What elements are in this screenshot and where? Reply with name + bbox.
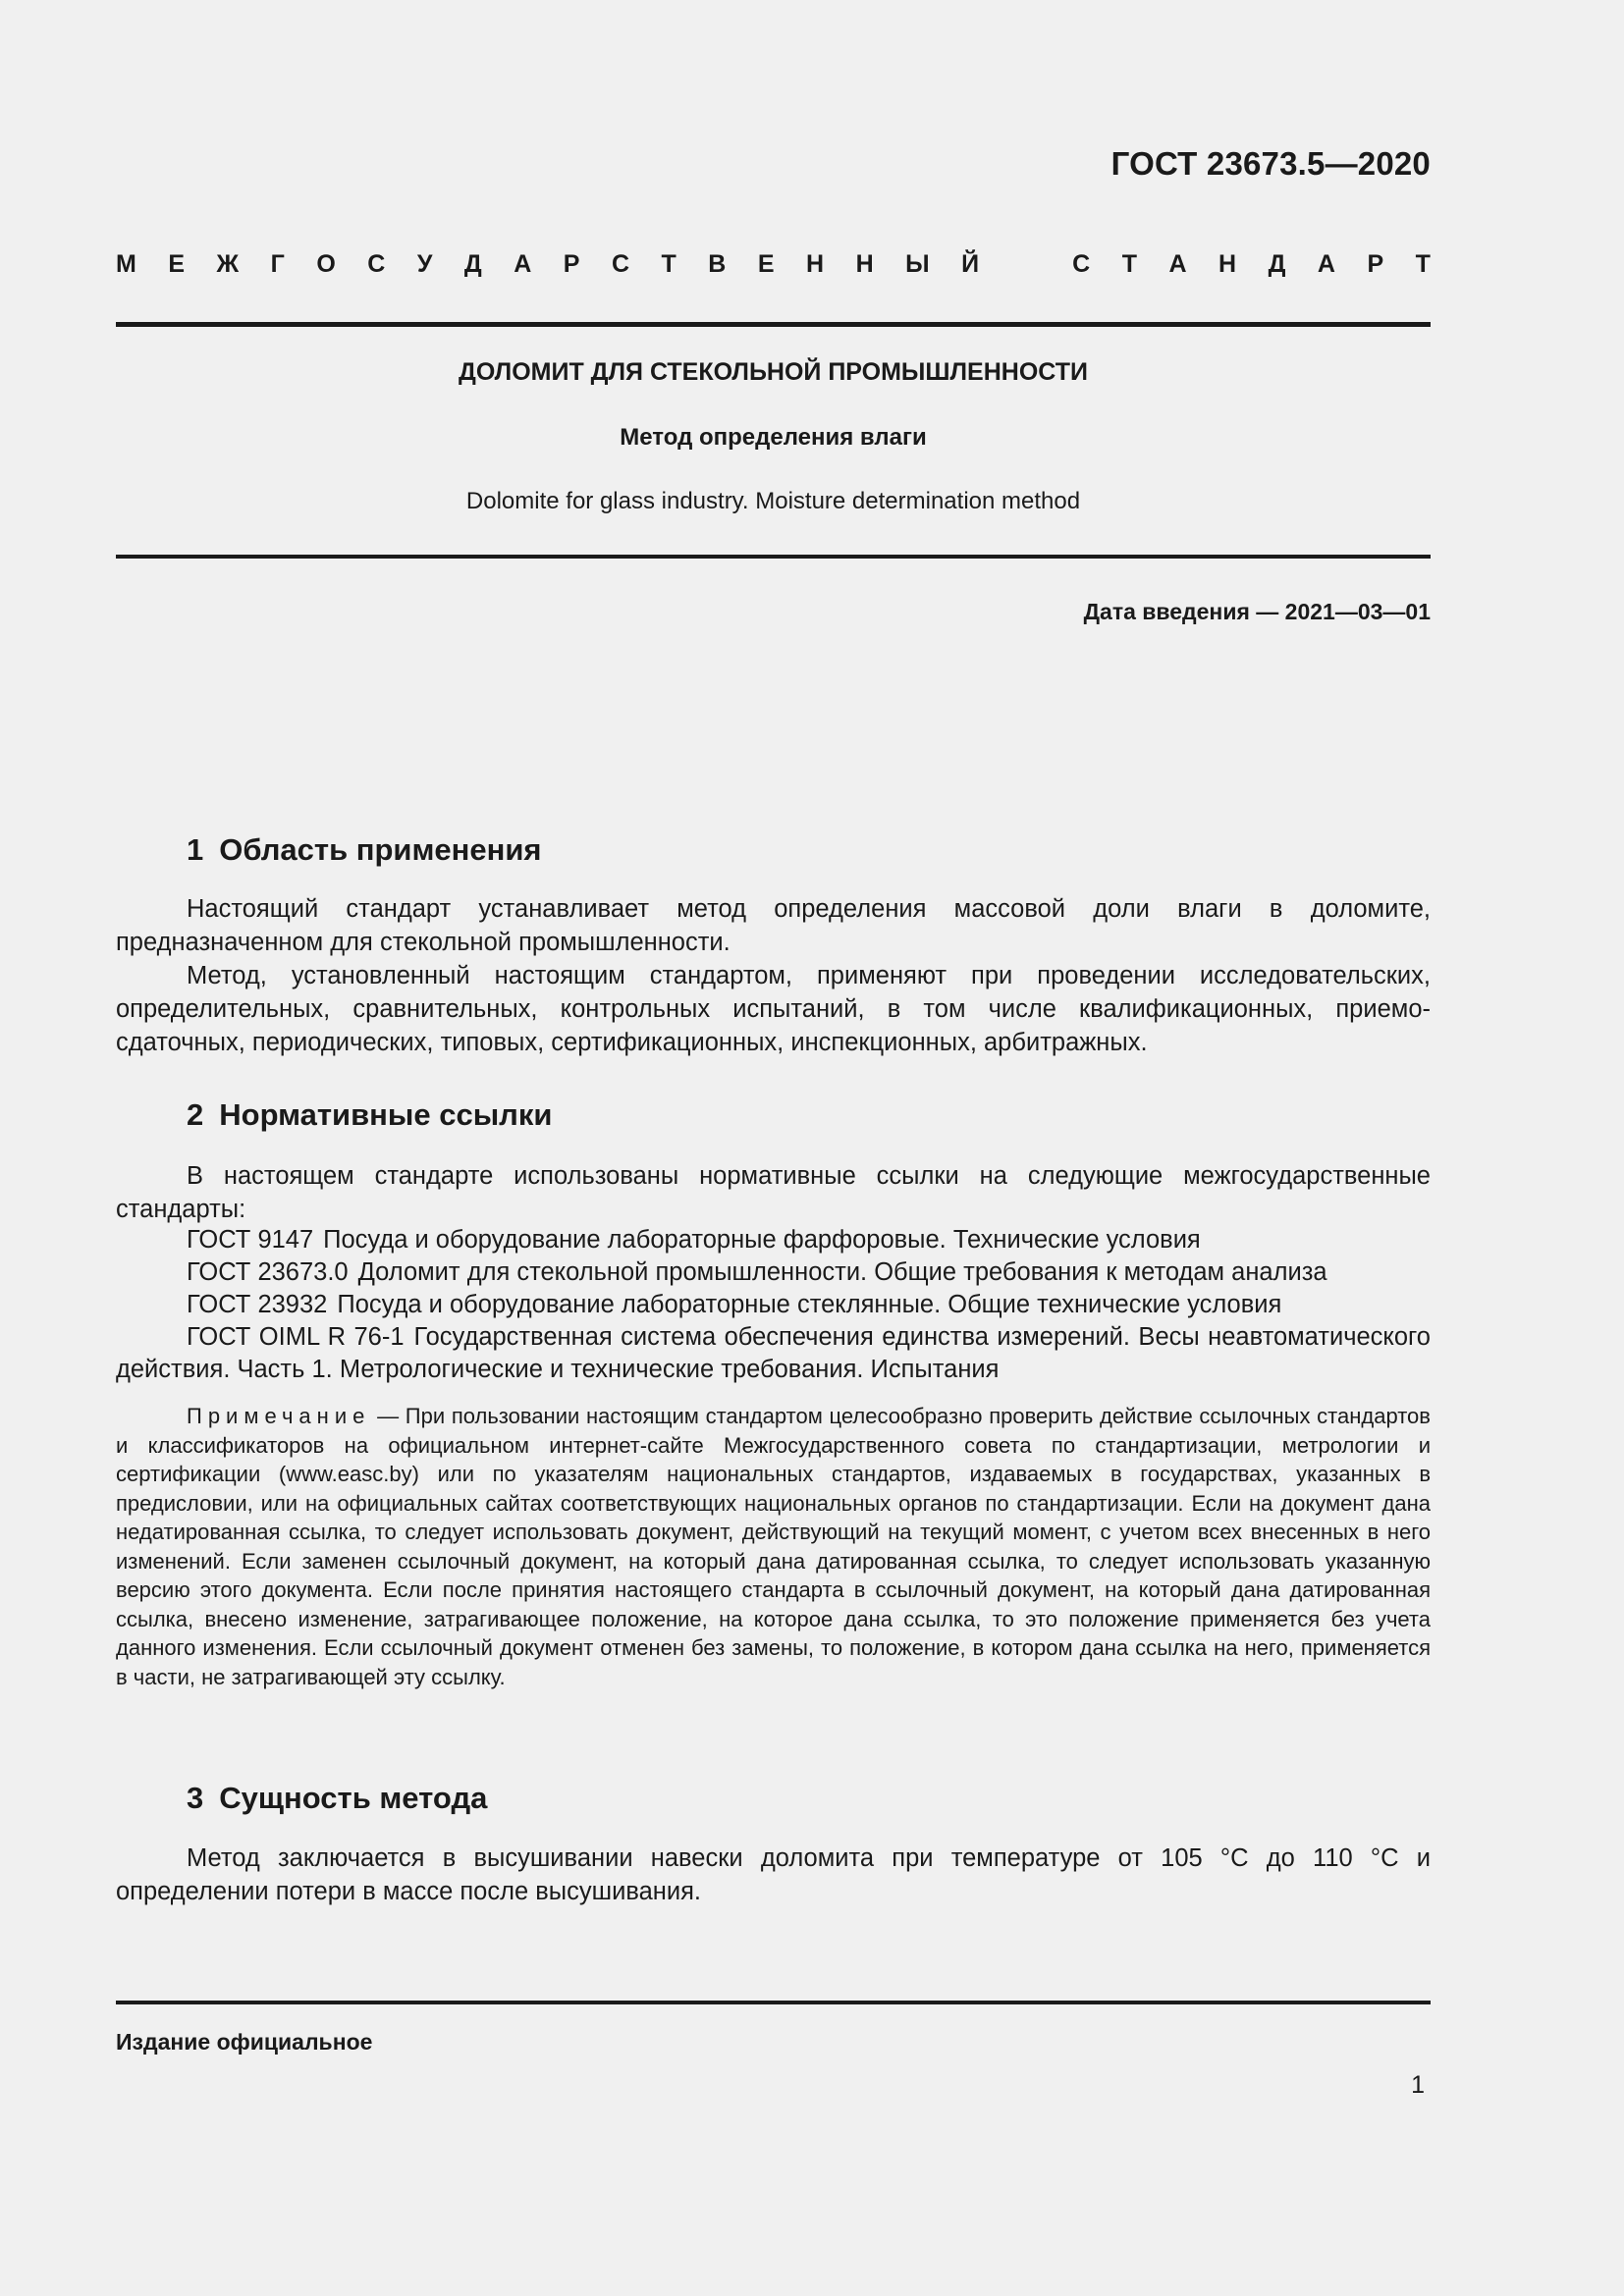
reference-title: Государственная система обеспечения единства измерений. Весы неавтоматического действия. Часть 1. Метрологические и технические требования. Испытания (116, 1323, 1431, 1383)
reference-code: ГОСТ OIML R 76-1 (187, 1323, 405, 1351)
reference-title: Доломит для стекольной промышленности. Общие требования к методам анализа (357, 1258, 1327, 1286)
document-title: ДОЛОМИТ ДЛЯ СТЕКОЛЬНОЙ ПРОМЫШЛЕННОСТИ (459, 358, 1088, 386)
banner-letter: Т (1121, 250, 1137, 278)
footer-rule (116, 2001, 1431, 2004)
section-1-body (116, 892, 1431, 1059)
page-number: 1 (1411, 2071, 1425, 2099)
note-label: Примечание (187, 1404, 371, 1428)
banner-letter: Д (1268, 250, 1286, 278)
section-title: Область применения (219, 832, 542, 867)
title-rule (116, 555, 1431, 559)
banner-letter: Н (806, 250, 825, 278)
section-number: 1 (187, 832, 204, 867)
banner-letter: О (316, 250, 336, 278)
banner-letter: У (416, 250, 433, 278)
gost-number: ГОСТ 23673.5—2020 (1110, 145, 1431, 182)
banner-letter: Ж (216, 250, 240, 278)
document-subtitle: Метод определения влаги (620, 424, 927, 451)
paragraph: В настоящем стандарте использованы нормативные ссылки на следующие межгосударственные стандарты: (116, 1162, 1431, 1223)
header-rule (116, 322, 1431, 327)
section-number: 3 (187, 1781, 204, 1815)
banner-letter: С (611, 250, 630, 278)
banner-letter: Р (1367, 250, 1384, 278)
section-title: Сущность метода (219, 1781, 488, 1815)
normative-references-list (116, 1224, 1431, 1386)
reference-code: ГОСТ 23932 (187, 1291, 328, 1318)
section-1-heading (187, 832, 542, 868)
banner-word-gap (1011, 250, 1041, 279)
banner-letter: Д (463, 250, 482, 278)
reference-item (116, 1289, 1431, 1321)
banner-letter: Й (961, 250, 980, 278)
introduction-date: Дата введения — 2021—03—01 (1083, 599, 1431, 624)
paragraph: Метод, установленный настоящим стандартом, применяют при проведении исследовательских, определительных, сравнительных, контрольных испытаний, в том числе квалификационных, приемо-сдаточных, периодических, типовых, сертификационных, инспекционных, арбитражных. (116, 962, 1431, 1056)
reference-item (116, 1321, 1431, 1386)
banner-letter: Т (661, 250, 677, 278)
banner-letter: А (514, 250, 532, 278)
banner-letter: Р (563, 250, 580, 278)
section-3-body (116, 1842, 1431, 1908)
banner-letter: Н (855, 250, 874, 278)
section-3-heading (187, 1781, 487, 1816)
section-number: 2 (187, 1097, 204, 1132)
banner-letter: Е (168, 250, 186, 278)
banner-letter: Г (270, 250, 285, 278)
banner-letter: Е (757, 250, 775, 278)
banner-letter: С (1072, 250, 1091, 278)
section-2-heading (187, 1097, 552, 1133)
paragraph: Настоящий стандарт устанавливает метод определения массовой доли влаги в доломите, предназначенном для стекольной промышленности. (116, 895, 1431, 956)
section-title: Нормативные ссылки (219, 1097, 553, 1132)
banner-letter: А (1168, 250, 1187, 278)
banner-letter: Т (1415, 250, 1431, 278)
document-title-english: Dolomite for glass industry. Moisture determination method (465, 488, 1081, 514)
banner-letter: Н (1218, 250, 1237, 278)
paragraph: Метод заключается в высушивании навески доломита при температуре от 105 °С до 110 °С и определении потери в массе после высушивания. (116, 1844, 1431, 1905)
banner-letter: А (1317, 250, 1335, 278)
reference-title: Посуда и оборудование лабораторные фарфоровые. Технические условия (323, 1226, 1201, 1254)
reference-item (116, 1256, 1431, 1289)
reference-title: Посуда и оборудование лабораторные стеклянные. Общие технические условия (337, 1291, 1282, 1318)
reference-item (116, 1224, 1431, 1256)
banner-letter: С (367, 250, 386, 278)
banner-letter: М (116, 250, 136, 278)
official-edition-label: Издание официальное (116, 2029, 373, 2055)
note-text: — При пользовании настоящим стандартом целесообразно проверить действие ссылочных стандартов и классификаторов на официальном интернет-сайте Межгосударственного совета по стандартизации, метрологии и сертификации (www.easc.by) или по указателям национальных стандартов, издаваемых в государствах, указанных в предисловии, или на официальных сайтах соответствующих национальных органов по стандартизации. Если на документ дана недатированная ссылка, то следует использовать документ, действующий на текущий момент, с учетом всех внесенных в него изменений. Если заменен ссылочный документ, на который дана датированная ссылка, то следует использовать указанную версию этого документа. Если после принятия настоящего стандарта в ссылочный документ, на который дана датированная ссылка, внесено изменение, затрагивающее положение, на которое дана ссылка, то это положение применяется без учета данного изменения. Если ссылочный документ отменен без замены, то положение, в котором дана ссылка на него, применяется в части, не затрагивающей эту ссылку. (116, 1404, 1431, 1689)
banner-letter: В (708, 250, 727, 278)
references-note (116, 1402, 1431, 1691)
banner-letter: Ы (905, 250, 930, 278)
reference-code: ГОСТ 23673.0 (187, 1258, 349, 1286)
interstate-standard-banner (116, 250, 1431, 279)
section-2-intro (116, 1159, 1431, 1226)
reference-code: ГОСТ 9147 (187, 1226, 314, 1254)
